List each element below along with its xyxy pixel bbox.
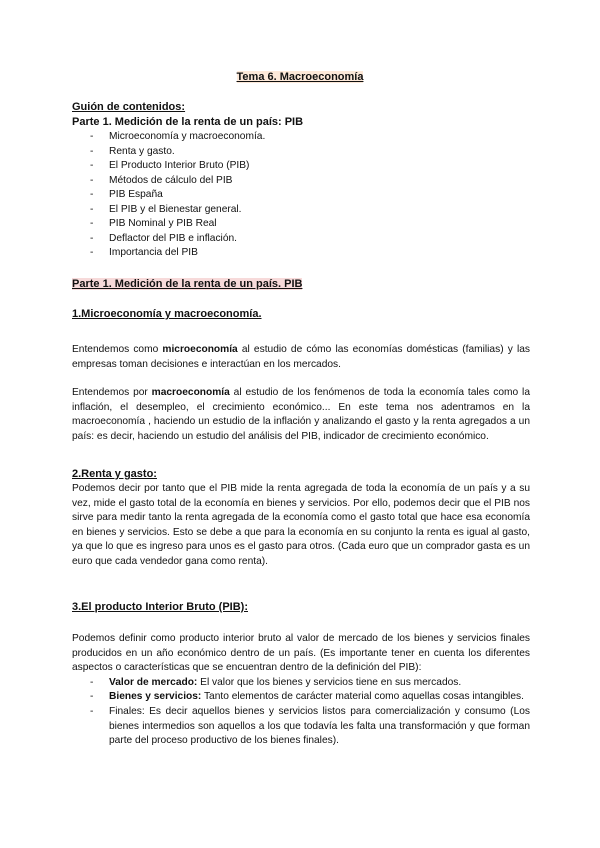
part1-heading: Parte 1. Medición de la renta de un país. PIB <box>72 278 303 290</box>
list-item: - Renta y gasto. <box>72 145 530 160</box>
part1-heading-block <box>72 277 530 292</box>
section-1 <box>72 307 530 445</box>
guion-heading: Guión de contenidos: <box>72 101 186 113</box>
section-3 <box>72 600 530 749</box>
section-1-heading: 1.Microeconomía y macroeconomía. <box>72 308 262 320</box>
list-item: - Valor de mercado: El valor que los bienes y servicios tiene en sus mercados. <box>72 676 530 691</box>
section-3-paragraph: Podemos definir como producto interior bruto al valor de mercado de los bienes y servicios finales producidos en un año económico dentro de un país. (Es importante tener en cuenta los diferentes aspectos o características que se encuentran dentro de la definición del PIB): <box>72 633 530 674</box>
document-title: Tema 6. Macroeconomía <box>236 71 364 83</box>
list-item: - Importancia del PIB <box>72 246 530 261</box>
section-3-heading: 3.El producto Interior Bruto (PIB): <box>72 601 248 613</box>
section-2 <box>72 467 530 570</box>
list-item: - Deflactor del PIB e inflación. <box>72 232 530 247</box>
list-item: - Microeconomía y macroeconomía. <box>72 130 530 145</box>
guion-section <box>72 100 530 261</box>
pib-characteristics-list <box>72 676 530 749</box>
section-1-paragraph-2: Entendemos por macroeconomía al estudio de los fenómenos de toda la economía tales como la inflación, el desempleo, el crecimiento económico... En este tema nos adentramos en la macroeconomía , haciendo un estudio de la inflación y analizando el gasto y la renta agregados a un país: es decir, haciendo un estudio del análisis del PIB, indicador de crecimiento económico. <box>72 387 530 442</box>
guion-part-heading: Parte 1. Medición de la renta de un país: PIB <box>72 116 304 128</box>
list-item: - El PIB y el Bienestar general. <box>72 203 530 218</box>
section-1-paragraph-1: Entendemos como microeconomía al estudio de cómo las economías domésticas (familias) y las empresas toman decisiones e interactúan en los mercados. <box>72 344 530 370</box>
section-2-paragraph: Podemos decir por tanto que el PIB mide la renta agregada de toda la economía de un país y a su vez, mide el gasto total de la economía en bienes y servicios. Por ello, podemos decir que el PIB nos sirve para medir tanto la renta agregada de la economía como el gasto total que hace esa economía en bienes y servicios. Esto se debe a que para la economía en su conjunto la renta es igual al gasto, ya que lo que es ingreso para unos es el gasto para otros. (Cada euro que un comprador gasta es un euro que cada vendedor gana como renta). <box>72 483 530 567</box>
list-item: - Métodos de cálculo del PIB <box>72 174 530 189</box>
list-item: - El Producto Interior Bruto (PIB) <box>72 159 530 174</box>
list-item: - Bienes y servicios: Tanto elementos de carácter material como aquellas cosas intangibles. <box>72 690 530 705</box>
guion-list <box>72 130 530 261</box>
section-2-heading: 2.Renta y gasto: <box>72 468 157 480</box>
list-item: - PIB España <box>72 188 530 203</box>
list-item: - Finales: Es decir aquellos bienes y servicios listos para comercialización y consumo (Los bienes intermedios son aquellos a los que todavía les falta una transformación y que forman parte del proceso productivo de los bienes finales). <box>72 705 530 749</box>
list-item: - PIB Nominal y PIB Real <box>72 217 530 232</box>
